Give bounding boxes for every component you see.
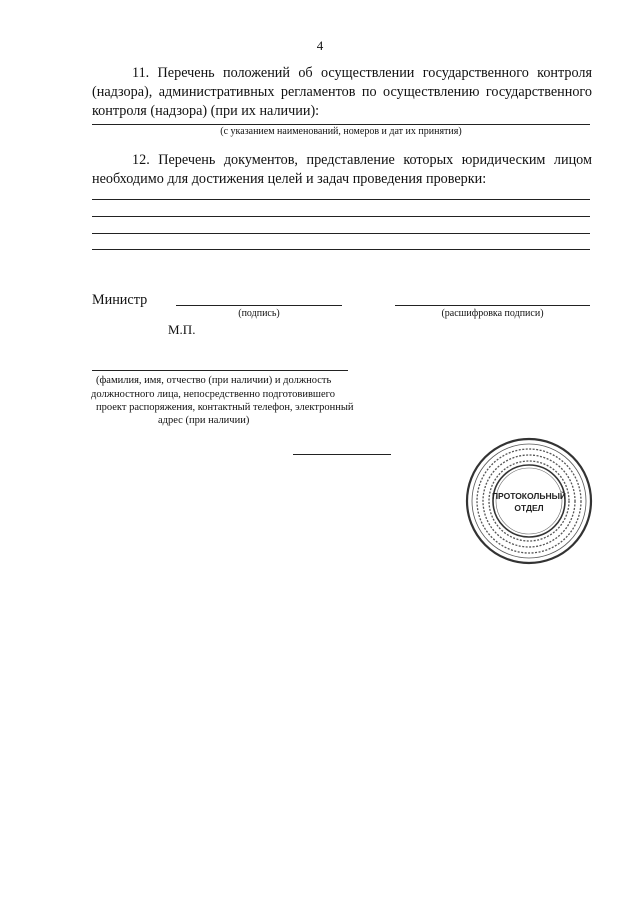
preparer-caption-line-3: проект распоряжения, контактный телефон, электронный xyxy=(96,402,354,413)
section-11-body: 11. Перечень положений об осуществлении государственного контроля (надзора), административных регламентов по осуществлению государственного контроля (надзора) (при их наличии): xyxy=(92,65,592,119)
section-12-fill-line xyxy=(92,216,590,217)
preparer-line xyxy=(92,370,348,371)
signature-decode-caption: (расшифровка подписи) xyxy=(441,308,544,319)
preparer-caption-line-1: (фамилия, имя, отчество (при наличии) и должность xyxy=(96,375,332,386)
stamp-seal-icon xyxy=(464,436,594,566)
section-12-body: 12. Перечень документов, представление которых юридическим лицом необходимо для достижения целей и задач проведения проверки: xyxy=(92,152,592,187)
section-12-fill-line xyxy=(92,233,590,234)
signature-caption: (подпись) xyxy=(238,308,280,319)
section-11-text xyxy=(92,64,592,121)
section-12-text xyxy=(92,151,592,189)
stamp-text-2: ОТДЕЛ xyxy=(514,503,544,513)
signature-role: Министр xyxy=(92,292,148,308)
section-11-fill-line xyxy=(92,124,590,125)
preparer-caption-line-4: адрес (при наличии) xyxy=(158,415,250,426)
section-12-fill-line xyxy=(92,249,590,250)
signature-decode-line xyxy=(395,305,590,306)
seal-place: М.П. xyxy=(168,322,196,337)
page-number: 4 xyxy=(316,38,324,53)
stamp xyxy=(464,436,594,566)
section-12-fill-line xyxy=(92,199,590,200)
stamp-text-1: ПРОТОКОЛЬНЫЙ xyxy=(491,491,567,501)
section-11-caption: (с указанием наименований, номеров и дат их принятия) xyxy=(220,126,462,137)
short-separator-line xyxy=(293,454,391,455)
signature-line xyxy=(176,305,342,306)
preparer-caption-line-2: должностного лица, непосредственно подготовившего xyxy=(91,389,335,400)
